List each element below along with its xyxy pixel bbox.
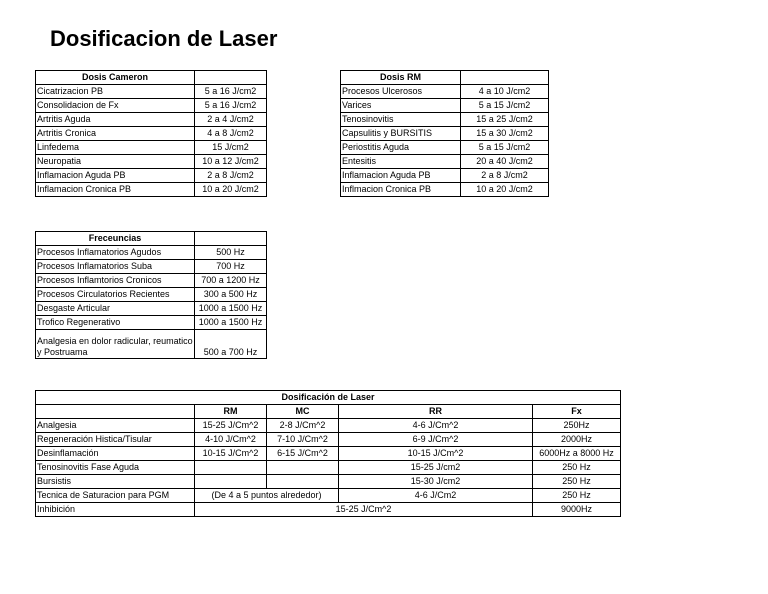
column-header-fx: Fx	[533, 405, 621, 419]
table-row	[36, 183, 267, 197]
row-value: 10 a 12 J/cm2	[195, 155, 267, 169]
table-row	[36, 475, 621, 489]
column-header-mc: MC	[267, 405, 339, 419]
row-value: 500 Hz	[195, 246, 267, 260]
row-label: Trofico Regenerativo	[36, 316, 195, 330]
row-label: Analgesia en dolor radicular, reumatico y Postruama	[36, 330, 195, 359]
row-label: Inflmacion Cronica PB	[341, 183, 461, 197]
row-value: 700 Hz	[195, 260, 267, 274]
column-header-rr: RR	[339, 405, 533, 419]
row-label: Neuropatia	[36, 155, 195, 169]
table-header-row	[341, 71, 549, 85]
row-value: 5 a 15 J/cm2	[461, 141, 549, 155]
rr-value: 10-15 J/Cm^2	[339, 447, 533, 461]
table-row	[341, 127, 549, 141]
row-value: 1000 a 1500 Hz	[195, 316, 267, 330]
row-label: Inflamacion Aguda PB	[341, 169, 461, 183]
fx-value: 250 Hz	[533, 475, 621, 489]
mc-value: 2-8 J/Cm^2	[267, 419, 339, 433]
row-value: 15 a 30 J/cm2	[461, 127, 549, 141]
table-header: Dosis RM	[341, 71, 461, 85]
row-label: Artritis Aguda	[36, 113, 195, 127]
rm-mc-rr-value: 15-25 J/Cm^2	[195, 503, 533, 517]
rm-value: 10-15 J/Cm^2	[195, 447, 267, 461]
frecuencias-table	[35, 231, 267, 359]
row-value: 700 a 1200 Hz	[195, 274, 267, 288]
row-label: Procesos Inflamatorios Agudos	[36, 246, 195, 260]
table-row	[36, 141, 267, 155]
row-label: Desgaste Articular	[36, 302, 195, 316]
empty-cell	[461, 71, 549, 85]
table-row	[36, 169, 267, 183]
table-row	[36, 288, 267, 302]
row-label: Inhibición	[36, 503, 195, 517]
row-value: 15 a 25 J/cm2	[461, 113, 549, 127]
column-header-rm: RM	[195, 405, 267, 419]
table-row	[341, 99, 549, 113]
row-label: Tenosinovitis Fase Aguda	[36, 461, 195, 475]
row-label: Consolidacion de Fx	[36, 99, 195, 113]
row-value: 2 a 8 J/cm2	[461, 169, 549, 183]
row-value: 4 a 10 J/cm2	[461, 85, 549, 99]
table-header-row	[36, 391, 621, 405]
table-row	[36, 461, 621, 475]
row-value: 5 a 16 J/cm2	[195, 85, 267, 99]
mc-value: 6-15 J/Cm^2	[267, 447, 339, 461]
dosis-rm-table	[340, 70, 549, 197]
table-row	[341, 169, 549, 183]
table-row	[36, 85, 267, 99]
row-value: 2 a 4 J/cm2	[195, 113, 267, 127]
rr-value: 6-9 J/Cm^2	[339, 433, 533, 447]
table-row	[341, 141, 549, 155]
table-header: Dosis Cameron	[36, 71, 195, 85]
row-value: 5 a 15 J/cm2	[461, 99, 549, 113]
rm-value	[195, 475, 267, 489]
rm-value	[195, 461, 267, 475]
row-value: 2 a 8 J/cm2	[195, 169, 267, 183]
dosificacion-laser-table	[35, 390, 621, 517]
fx-value: 250 Hz	[533, 489, 621, 503]
row-label: Cicatrizacion PB	[36, 85, 195, 99]
row-label: Procesos Inflamtorios Cronicos	[36, 274, 195, 288]
table-row	[36, 260, 267, 274]
table-row	[341, 113, 549, 127]
column-header-row	[36, 405, 621, 419]
rr-value: 4-6 J/Cm2	[339, 489, 533, 503]
row-label: Capsulitis y BURSITIS	[341, 127, 461, 141]
row-label: Regeneración Histica/Tisular	[36, 433, 195, 447]
rm-value: 4-10 J/Cm^2	[195, 433, 267, 447]
table-row	[36, 316, 267, 330]
rr-value: 15-25 J/cm2	[339, 461, 533, 475]
row-label: Inflamacion Aguda PB	[36, 169, 195, 183]
rm-value: 15-25 J/Cm^2	[195, 419, 267, 433]
dosis-cameron-table	[35, 70, 267, 197]
row-label: Procesos Inflamatorios Suba	[36, 260, 195, 274]
mc-value: 7-10 J/Cm^2	[267, 433, 339, 447]
table-header: Dosificación de Laser	[36, 391, 621, 405]
row-value: 5 a 16 J/cm2	[195, 99, 267, 113]
mc-value	[267, 461, 339, 475]
rr-value: 15-30 J/cm2	[339, 475, 533, 489]
fx-value: 250Hz	[533, 419, 621, 433]
row-label: Varices	[341, 99, 461, 113]
table-row	[36, 330, 267, 359]
table-row	[36, 155, 267, 169]
table-row	[341, 155, 549, 169]
row-value: 15 J/cm2	[195, 141, 267, 155]
row-value: 500 a 700 Hz	[195, 330, 267, 359]
table-row	[36, 302, 267, 316]
table-row	[36, 127, 267, 141]
table-row	[36, 489, 621, 503]
table-row	[36, 246, 267, 260]
row-label: Linfedema	[36, 141, 195, 155]
mc-value	[267, 475, 339, 489]
row-label: Periostitis Aguda	[341, 141, 461, 155]
table-row	[36, 433, 621, 447]
table-row	[36, 113, 267, 127]
row-value: 300 a 500 Hz	[195, 288, 267, 302]
rr-value: 4-6 J/Cm^2	[339, 419, 533, 433]
rm-mc-value: (De 4 a 5 puntos alrededor)	[195, 489, 339, 503]
row-label: Procesos Ulcerosos	[341, 85, 461, 99]
row-label: Desinflamación	[36, 447, 195, 461]
row-label: Tenosinovitis	[341, 113, 461, 127]
row-value: 20 a 40 J/cm2	[461, 155, 549, 169]
fx-value: 9000Hz	[533, 503, 621, 517]
empty-cell	[195, 71, 267, 85]
row-value: 10 a 20 J/cm2	[461, 183, 549, 197]
table-row	[36, 419, 621, 433]
fx-value: 6000Hz a 8000 Hz	[533, 447, 621, 461]
table-row	[36, 447, 621, 461]
table-row	[36, 99, 267, 113]
table-header-row	[36, 232, 267, 246]
row-label: Artritis Cronica	[36, 127, 195, 141]
row-label: Tecnica de Saturacion para PGM	[36, 489, 195, 503]
table-header: Freceuncias	[36, 232, 195, 246]
row-label: Bursistis	[36, 475, 195, 489]
row-label: Procesos Circulatorios Recientes	[36, 288, 195, 302]
table-row	[36, 274, 267, 288]
row-value: 1000 a 1500 Hz	[195, 302, 267, 316]
row-value: 10 a 20 J/cm2	[195, 183, 267, 197]
table-row	[36, 503, 621, 517]
table-header-row	[36, 71, 267, 85]
fx-value: 250 Hz	[533, 461, 621, 475]
row-label: Analgesia	[36, 419, 195, 433]
row-label: Inflamacion Cronica PB	[36, 183, 195, 197]
row-label: Entesitis	[341, 155, 461, 169]
table-row	[341, 183, 549, 197]
table-row	[341, 85, 549, 99]
row-value: 4 a 8 J/cm2	[195, 127, 267, 141]
page-title: Dosificacion de Laser	[50, 26, 278, 51]
empty-cell	[195, 232, 267, 246]
empty-cell	[36, 405, 195, 419]
fx-value: 2000Hz	[533, 433, 621, 447]
